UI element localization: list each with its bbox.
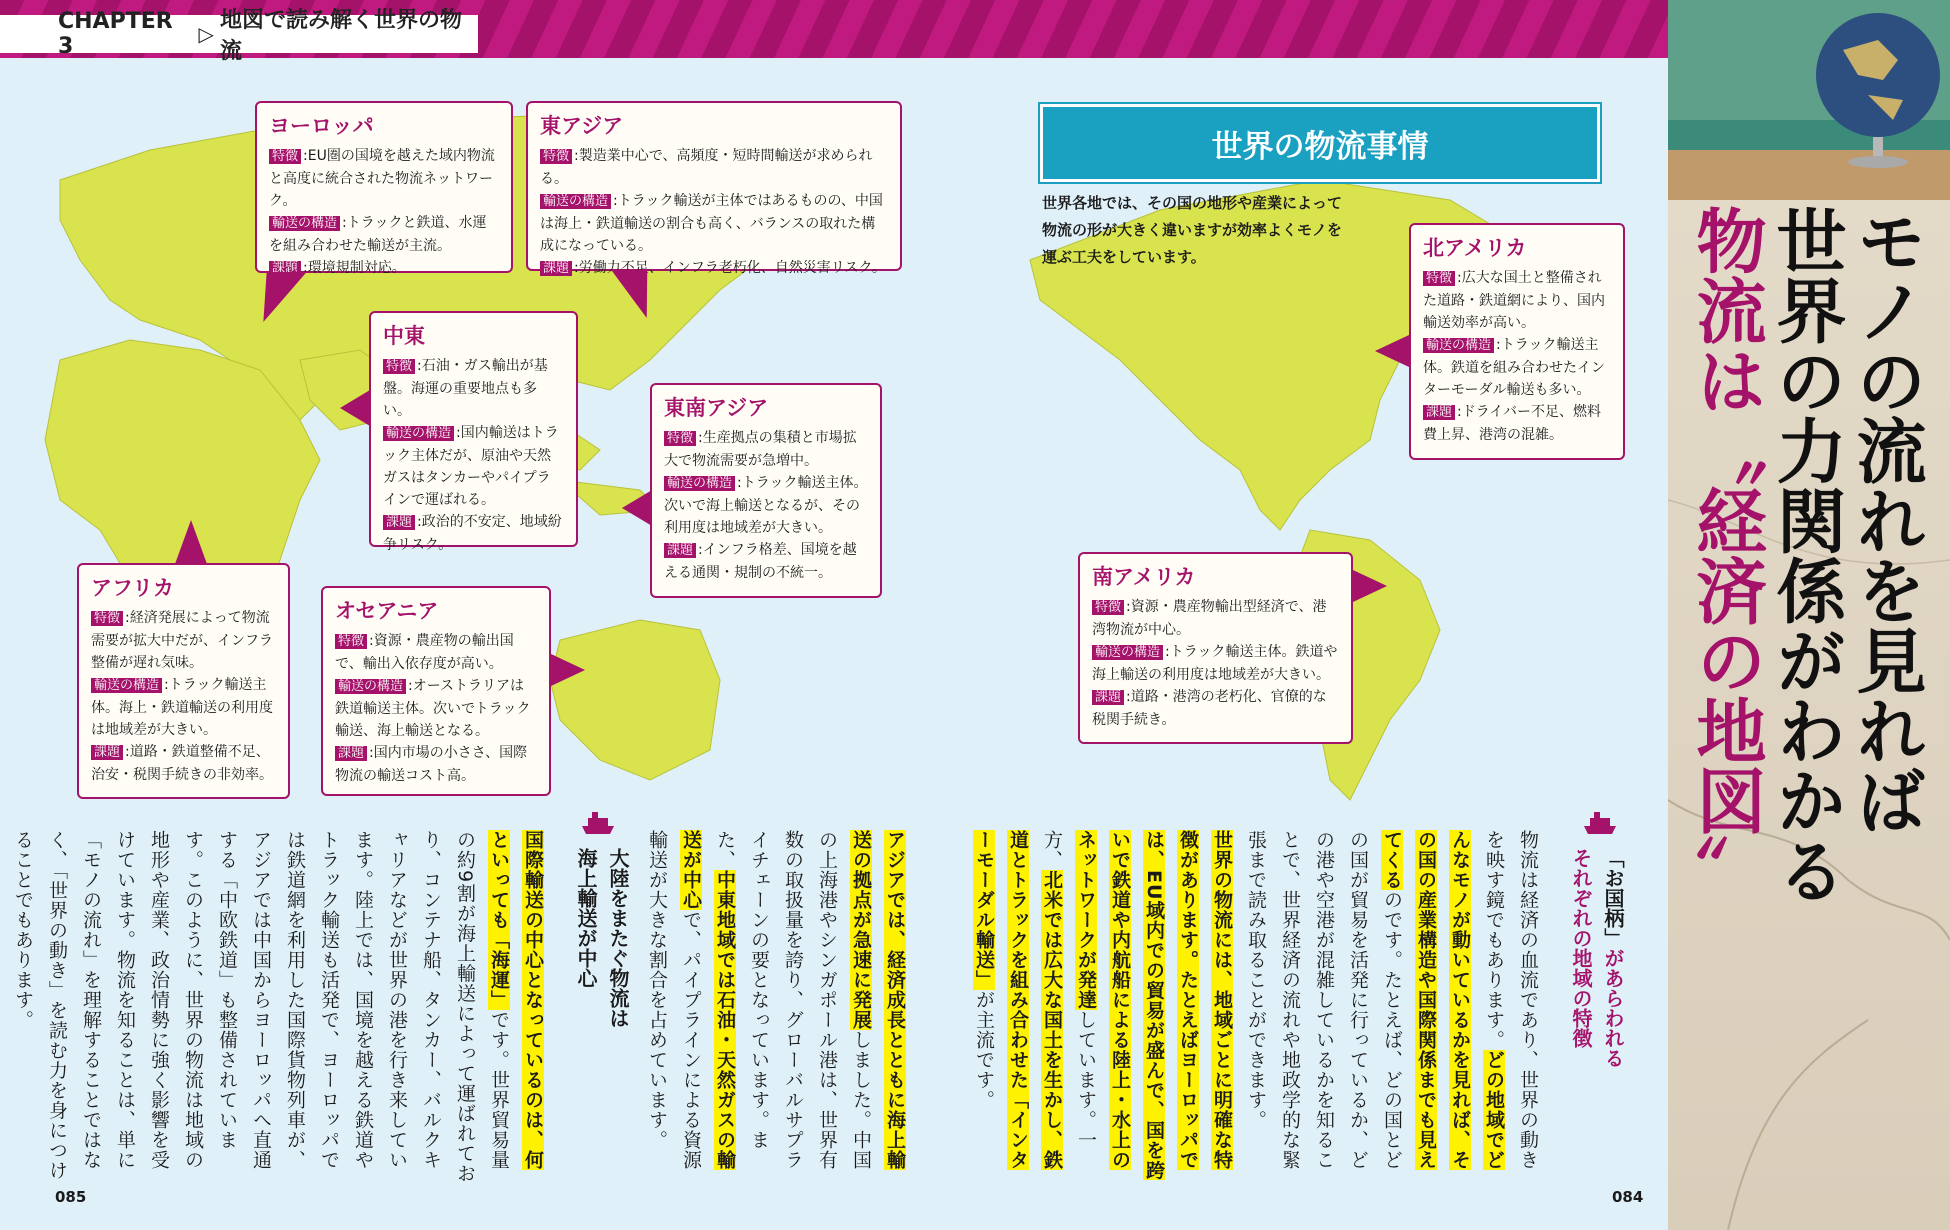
south-america-pointer [1353, 570, 1387, 602]
feature-tag: 特徴 [1092, 600, 1124, 615]
issue-tag: 課題 [540, 261, 572, 276]
region-feature: :石油・ガス輸出が基盤。海運の重要地点も多い。 [383, 358, 548, 419]
oceania-pointer [551, 654, 585, 686]
region-title: オセアニア [335, 599, 439, 623]
feature-tag: 特徴 [1423, 271, 1455, 286]
region-title: 東南アジア [664, 396, 769, 420]
region-structure: :国内輸送はトラック主体だが、原油や天然ガスはタンカーやパイプラインで運ばれる。 [383, 425, 559, 508]
region-structure: :オーストラリアは鉄道輸送主体。次いでトラック輸送、海上輸送となる。 [335, 678, 531, 739]
chapter-label: CHAPTER 3 [58, 9, 173, 59]
section-title: 世界の物流事情 [1040, 104, 1600, 182]
feature-tag: 特徴 [91, 611, 123, 626]
page-number-right: 084 [1612, 1188, 1644, 1206]
issue-tag: 課題 [91, 745, 123, 760]
feature-tag: 特徴 [335, 634, 367, 649]
region-structure: :トラック輸送主体。鉄道を組み合わせたインターモーダル輸送も多い。 [1423, 337, 1605, 398]
left-body-text-a [646, 830, 912, 1185]
region-feature: :製造業中心で、高頻度・短時間輸送が求められる。 [540, 148, 873, 187]
region-structure: :トラック輸送主体。次いで海上輸送となるが、その利用度は地域差が大きい。 [664, 475, 868, 536]
ship-icon [578, 808, 618, 838]
region-southeast-asia [650, 383, 882, 598]
region-title: アフリカ [91, 576, 174, 600]
issue-tag: 課題 [269, 261, 301, 276]
region-issue: :労働力不足、インフラ老朽化、自然災害リスク。 [574, 260, 886, 276]
structure-tag: 輸送の構造 [269, 216, 340, 231]
region-structure: :トラック輸送主体。海上・鉄道輸送の利用度は地域差が大きい。 [91, 677, 273, 738]
region-feature: :EU圏の国境を越えた域内物流と高度に統合された物流ネットワーク。 [269, 148, 495, 209]
region-title: 北アメリカ [1423, 236, 1527, 260]
text-run: しています。一方、 [1041, 830, 1097, 1150]
north-america-pointer [1375, 335, 1409, 367]
structure-tag: 輸送の構造 [335, 679, 406, 694]
issue-tag: 課題 [664, 543, 696, 558]
feature-tag: 特徴 [269, 149, 301, 164]
right-section-heading [1565, 848, 1629, 1108]
feature-tag: 特徴 [540, 149, 572, 164]
big-title-line-2: 世界の力関係がわかる [1765, 205, 1847, 905]
issue-tag: 課題 [383, 515, 415, 530]
structure-tag: 輸送の構造 [1092, 645, 1163, 660]
left-section-heading [570, 848, 634, 1108]
region-title: 東アジア [540, 114, 624, 138]
issue-tag: 課題 [1423, 405, 1455, 420]
highlight-run: 北米では広大な国土を生かし、鉄道とトラックを組み合わせた「インターモーダル輸送」 [973, 830, 1063, 1170]
text-run: です。世界貿易量の約9割が海上輸送によって運ばれており、コンテナ船、タンカー、バルクキャリアなどが世界の港を行き来しています。陸上では、国境を越える鉄道やトラック輸送も活発で、ヨーロッパでは鉄道網を利用した国際貨物列車が、アジアでは中国からヨーロッパへ直通する「中欧鉄道」も整備されています。このように、世界の物流は地域の地形や産業、政治情勢に強く影響を受けています。物流を知ることは、単に「モノの流れ」を理解することではなく、「世界の動き」を読む力を身につけることでもあります。 [12, 830, 510, 1184]
text-run: 物流は経済の血流であり、世界の動きを映す鏡でもあります。 [1483, 830, 1539, 1170]
heading-line: 海上輸送が中心 [574, 848, 598, 988]
text-run: のです。たとえば、どの国とどの国が貿易を活発に行っているか、どの港や空港が混雑しているかを知ることで、世界経済の流れや地政学的な緊張まで読み取ることができます。 [1245, 830, 1403, 1170]
highlight-run: 国際輸送の中心となっているのは、何といっても「海運」 [488, 830, 544, 1170]
structure-tag: 輸送の構造 [383, 426, 454, 441]
region-issue: :ドライバー不足、燃料費上昇、港湾の混雑。 [1423, 404, 1602, 443]
region-issue: :インフラ格差、国境を越える通関・規制の不統一。 [664, 542, 857, 581]
highlight-run: たとえばヨーロッパでは、EU域内での貿易が盛んで、国を跨いで鉄道や内航船による陸上・水上のネットワークが発達 [1075, 830, 1199, 1181]
heading-line: それぞれの地域の特徴 [1569, 848, 1593, 1048]
africa-pointer [175, 520, 207, 564]
big-title-line-3: 物流は〝経済の地図〟 [1685, 205, 1767, 905]
heading-line: 大陸をまたぐ物流は [606, 848, 630, 1028]
globe-photo-strip [1668, 0, 1950, 1230]
text-run: で、パイプラインによる資源輸送が大きな割合を占めています。 [646, 830, 702, 1170]
region-africa [77, 563, 290, 799]
region-issue: :道路・港湾の老朽化、官僚的な税関手続き。 [1092, 689, 1327, 728]
region-structure: :トラックと鉄道、水運を組み合わせた輸送が主流。 [269, 215, 487, 254]
region-structure: :トラック輸送が主体ではあるものの、中国は海上・鉄道輸送の割合も高く、バランスの取れた構成になっている。 [540, 193, 883, 254]
southeast-asia-pointer [622, 490, 652, 526]
highlight-run: 世界の物流には、地域ごとに明確な特徴があります。 [1177, 830, 1233, 1170]
region-issue: :国内市場の小ささ、国際物流の輸送コスト高。 [335, 745, 528, 784]
heading-part: 「お国柄」 [1601, 848, 1625, 948]
region-issue: :政治的不安定、地域紛争リスク。 [383, 514, 562, 553]
region-feature: :資源・農産物輸出型経済で、港湾物流が中心。 [1092, 599, 1327, 638]
region-feature: :経済発展によって物流需要が拡大中だが、インフラ整備が遅れ気味。 [91, 610, 273, 671]
feature-tag: 特徴 [664, 431, 696, 446]
chapter-arrow: ▷ [198, 22, 214, 46]
region-feature: :広大な国土と整備された道路・鉄道網により、国内輸送効率が高い。 [1423, 270, 1605, 331]
globe-photo [1668, 0, 1950, 200]
highlight-run: アジアでは、経済成長とともに海上輸送の拠点が急速に発展 [850, 830, 906, 1170]
region-feature: :生産拠点の集積と市場拡大で物流需要が急増中。 [664, 430, 857, 469]
text-run: しました。中国の上海港やシンガポール港は、世界有数の取扱量を誇り、グローバルサプライチェーンの要となっています。また、 [714, 830, 872, 1170]
structure-tag: 輸送の構造 [540, 194, 611, 209]
structure-tag: 輸送の構造 [91, 678, 162, 693]
region-issue: :環境規制対応。 [303, 260, 406, 276]
highlight-run: 中東地域では石油・天然ガスの輸送が中心 [680, 830, 736, 1170]
text-run: が主流です。 [973, 990, 995, 1110]
region-title: 南アメリカ [1092, 565, 1196, 589]
region-issue: :道路・鉄道整備不足、治安・税関手続きの非効率。 [91, 744, 273, 783]
page-number-left: 085 [55, 1188, 87, 1206]
region-south-america [1078, 552, 1353, 744]
australia-landmass [550, 620, 720, 780]
region-title: ヨーロッパ [269, 114, 374, 138]
heading-part: があらわれる [1601, 948, 1625, 1068]
big-title-line-1: モノの流れを見れば [1845, 205, 1927, 835]
region-north-america [1409, 223, 1625, 460]
ship-icon [1580, 808, 1620, 838]
chapter-tab [0, 8, 484, 64]
chapter-title: 地図で読み解く世界の物流 [219, 8, 462, 64]
structure-tag: 輸送の構造 [1423, 338, 1494, 353]
intro-text: 世界各地では、その国の地形や産業によって物流の形が大きく違いますが効率よくモノを運ぶ工夫をしています。 [1042, 194, 1343, 266]
highlight-run: どの地域でどんなモノが動いているかを見れば、その国の産業構造や国際関係までも見えてくる [1381, 830, 1505, 1170]
region-middle-east [369, 311, 578, 553]
structure-tag: 輸送の構造 [664, 476, 735, 491]
region-europe [255, 101, 513, 276]
issue-tag: 課題 [335, 746, 367, 761]
issue-tag: 課題 [1092, 690, 1124, 705]
region-oceania [321, 586, 551, 796]
middle-east-pointer [340, 390, 370, 426]
feature-tag: 特徴 [383, 359, 415, 374]
region-title: 中東 [383, 324, 425, 348]
region-east-asia [526, 101, 902, 276]
region-structure: :トラック輸送主体。鉄道や海上輸送の利用度は地域差が大きい。 [1092, 644, 1338, 683]
region-feature: :資源・農産物の輸出国で、輸出入依存度が高い。 [335, 633, 514, 672]
right-body-text [973, 830, 1545, 1185]
left-body-text-b [12, 830, 550, 1185]
